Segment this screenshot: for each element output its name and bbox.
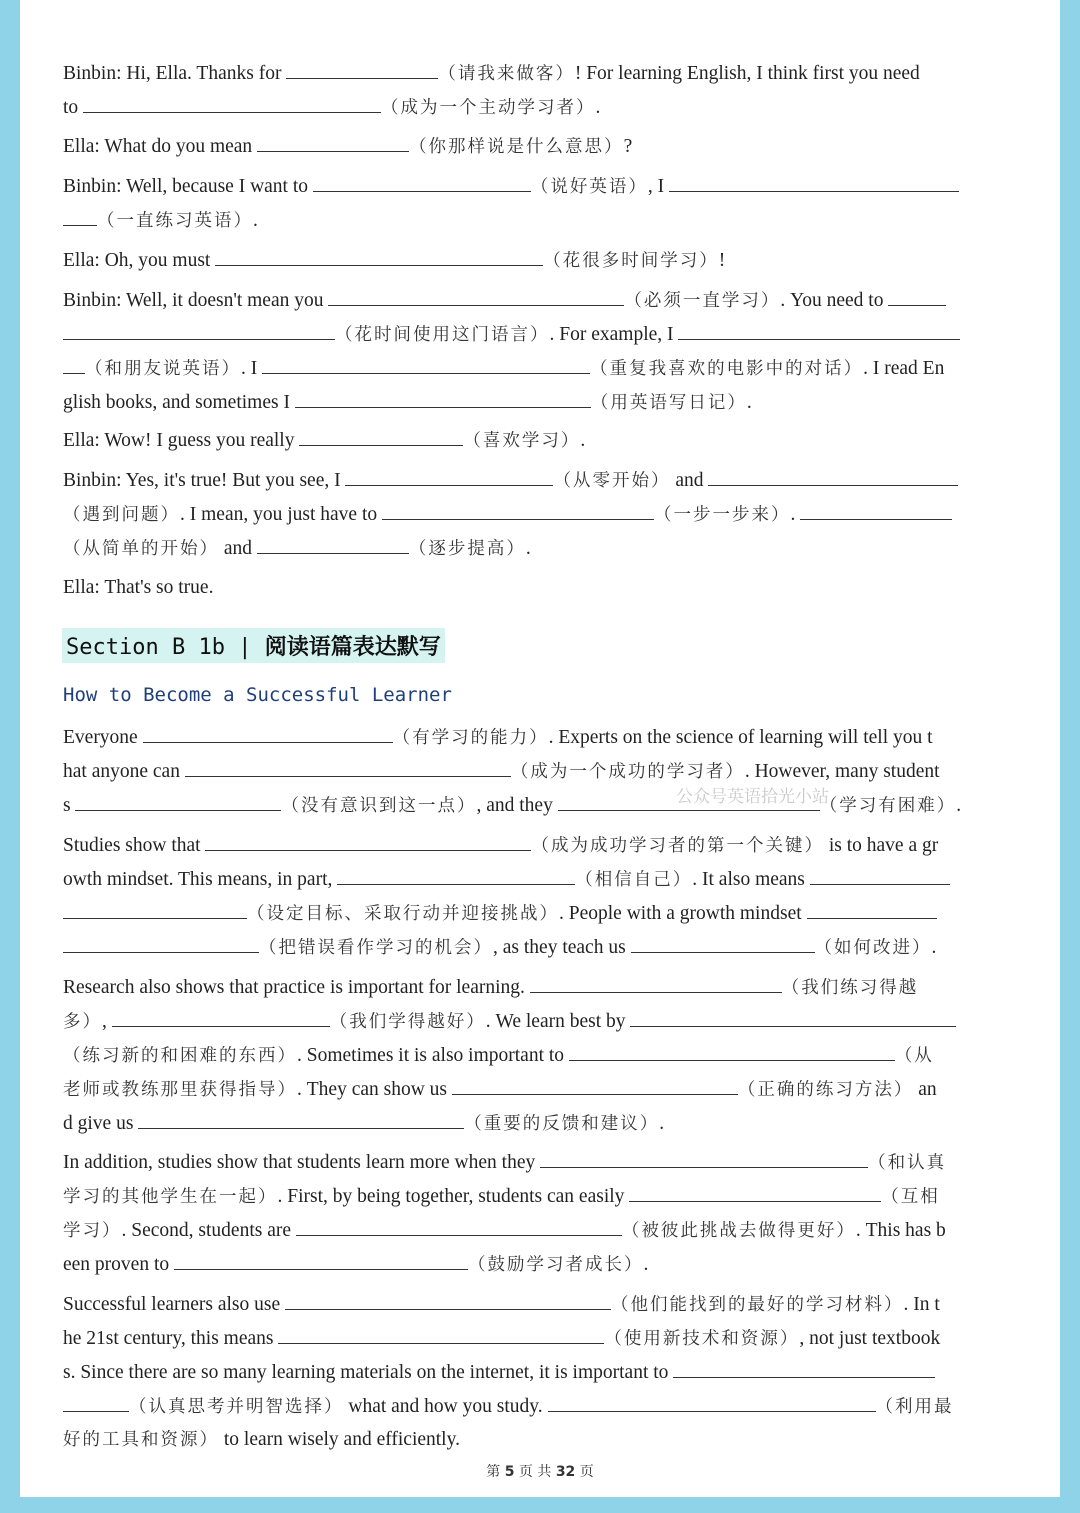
dialogue-line: Binbin: Well, it doesn't mean you （必须一直学习）. You need to <box>63 283 1023 317</box>
passage-line: 好的工具和资源） to learn wisely and efficiently. <box>63 1429 460 1450</box>
dialogue-block <box>63 129 1023 163</box>
page-total: 32 <box>555 1464 576 1480</box>
blank[interactable] <box>174 1247 468 1270</box>
dialogue-line: to （成为一个主动学习者）. <box>63 90 1023 124</box>
passage-line: （认真思考并明智选择） what and how you study. （利用最 <box>63 1389 1023 1423</box>
blank[interactable] <box>286 56 438 79</box>
blank[interactable] <box>138 1106 464 1129</box>
blank[interactable] <box>569 1038 895 1061</box>
blank[interactable] <box>257 129 409 152</box>
passage-line: （练习新的和困难的东西）. Sometimes it is also important to （从 <box>63 1038 1023 1072</box>
blank[interactable] <box>296 1213 622 1236</box>
blank[interactable] <box>143 720 393 743</box>
blank[interactable] <box>540 1145 868 1168</box>
dialogue-block <box>63 283 1023 419</box>
passage-line: Research also shows that practice is important for learning. （我们练习得越 <box>63 970 1023 1004</box>
dialogue-line: （花时间使用这门语言）. For example, I <box>63 317 1023 351</box>
blank[interactable] <box>810 862 950 885</box>
passage-paragraph <box>63 1145 1023 1281</box>
blank[interactable] <box>548 1389 876 1412</box>
blank[interactable] <box>530 970 782 993</box>
blank[interactable] <box>452 1072 738 1095</box>
blank[interactable] <box>708 463 958 486</box>
blank[interactable] <box>807 896 937 919</box>
blank[interactable] <box>75 788 281 811</box>
blank[interactable] <box>63 896 247 919</box>
dialogue-block <box>63 571 1023 605</box>
dialogue-block <box>63 423 1023 457</box>
dialogue-line: （和朋友说英语）. I （重复我喜欢的电影中的对话）. I read En <box>63 351 1023 385</box>
blank[interactable] <box>215 243 543 266</box>
dialogue-line: Ella: What do you mean （你那样说是什么意思）? <box>63 129 1023 163</box>
passage-line: een proven to （鼓励学习者成长）. <box>63 1247 1023 1281</box>
dialogue-line: Ella: Oh, you must （花很多时间学习）! <box>63 243 1023 277</box>
dialogue-block <box>63 243 1023 277</box>
passage-line: 多）, （我们学得越好）. We learn best by <box>63 1004 1023 1038</box>
section-title: Section B 1b | 阅读语篇表达默写 <box>62 628 445 663</box>
blank[interactable] <box>262 351 590 374</box>
blank[interactable] <box>337 862 575 885</box>
dialogue-line: Binbin: Hi, Ella. Thanks for （请我来做客）! For learning English, I think first you need <box>63 56 1023 90</box>
passage-title: How to Become a Successful Learner <box>63 684 452 706</box>
passage-paragraph <box>63 970 1023 1140</box>
blank[interactable] <box>800 497 952 520</box>
blank[interactable] <box>630 1004 956 1027</box>
watermark: 公众号英语拾光小站 <box>676 787 829 807</box>
blank[interactable] <box>295 385 591 408</box>
passage-paragraph <box>63 720 1023 822</box>
passage-line: owth mindset. This means, in part, （相信自己）. It also means <box>63 862 1023 896</box>
blank[interactable] <box>629 1179 881 1202</box>
page-number: 5 <box>504 1464 515 1480</box>
blank[interactable] <box>345 463 553 486</box>
dialogue-line: （遇到问题）. I mean, you just have to （一步一步来）. <box>63 497 1023 531</box>
blank[interactable] <box>63 203 97 226</box>
blank[interactable] <box>278 1321 604 1344</box>
blank[interactable] <box>112 1004 330 1027</box>
passage-line: Everyone （有学习的能力）. Experts on the science of learning will tell you t <box>63 720 1023 754</box>
blank[interactable] <box>313 169 531 192</box>
dialogue-block <box>63 463 1023 565</box>
blank[interactable] <box>63 930 259 953</box>
passage-line: In addition, studies show that students learn more when they （和认真 <box>63 1145 1023 1179</box>
passage-line: 学习的其他学生在一起）. First, by being together, students can easily （互相 <box>63 1179 1023 1213</box>
blank[interactable] <box>382 497 654 520</box>
blank[interactable] <box>328 283 624 306</box>
blank[interactable] <box>63 351 85 374</box>
passage-line: d give us （重要的反馈和建议）. <box>63 1106 1023 1140</box>
blank[interactable] <box>185 754 511 777</box>
dialogue-block <box>63 56 1023 124</box>
passage-paragraph <box>63 828 1023 964</box>
passage-line: Studies show that （成为成功学习者的第一个关键） is to have a gr <box>63 828 1023 862</box>
dialogue-line: glish books, and sometimes I （用英语写日记）. <box>63 385 1023 419</box>
blank[interactable] <box>257 531 409 554</box>
blank[interactable] <box>673 1355 935 1378</box>
dialogue-line: （一直练习英语）. <box>63 203 1023 237</box>
dialogue-line: Binbin: Well, because I want to （说好英语）, I <box>63 169 1023 203</box>
dialogue-line: Binbin: Yes, it's true! But you see, I （从零开始） and <box>63 463 1023 497</box>
blank[interactable] <box>669 169 959 192</box>
passage-line: s. Since there are so many learning materials on the internet, it is important to <box>63 1355 1023 1389</box>
blank[interactable] <box>631 930 815 953</box>
blank[interactable] <box>888 283 946 306</box>
passage-line: he 21st century, this means （使用新技术和资源）, not just textbook <box>63 1321 1023 1355</box>
blank[interactable] <box>299 423 463 446</box>
passage-paragraph <box>63 1287 1023 1457</box>
passage-line: s （没有意识到这一点）, and they （学习有困难）. <box>63 788 1023 822</box>
page-footer: 第 5 页 共 32 页 <box>486 1464 594 1480</box>
blank[interactable] <box>285 1287 611 1310</box>
blank[interactable] <box>63 1389 129 1412</box>
passage-line: hat anyone can （成为一个成功的学习者）. However, many student <box>63 754 1023 788</box>
blank[interactable] <box>63 317 335 340</box>
dialogue-block <box>63 169 1023 237</box>
passage-line: 老师或教练那里获得指导）. They can show us （正确的练习方法） an <box>63 1072 1023 1106</box>
passage-line: （把错误看作学习的机会）, as they teach us （如何改进）. <box>63 930 1023 964</box>
dialogue-line: Ella: That's so true. <box>63 577 214 598</box>
blank[interactable] <box>205 828 531 851</box>
blank[interactable] <box>83 90 381 113</box>
dialogue-line: Ella: Wow! I guess you really （喜欢学习）. <box>63 423 1023 457</box>
passage-line: Successful learners also use （他们能找到的最好的学习材料）. In t <box>63 1287 1023 1321</box>
blank[interactable] <box>678 317 960 340</box>
dialogue-line: （从简单的开始） and （逐步提高）. <box>63 531 1023 565</box>
passage-line: （设定目标、采取行动并迎接挑战）. People with a growth mindset <box>63 896 1023 930</box>
passage-line: 学习）. Second, students are （被彼此挑战去做得更好）. This has b <box>63 1213 1023 1247</box>
